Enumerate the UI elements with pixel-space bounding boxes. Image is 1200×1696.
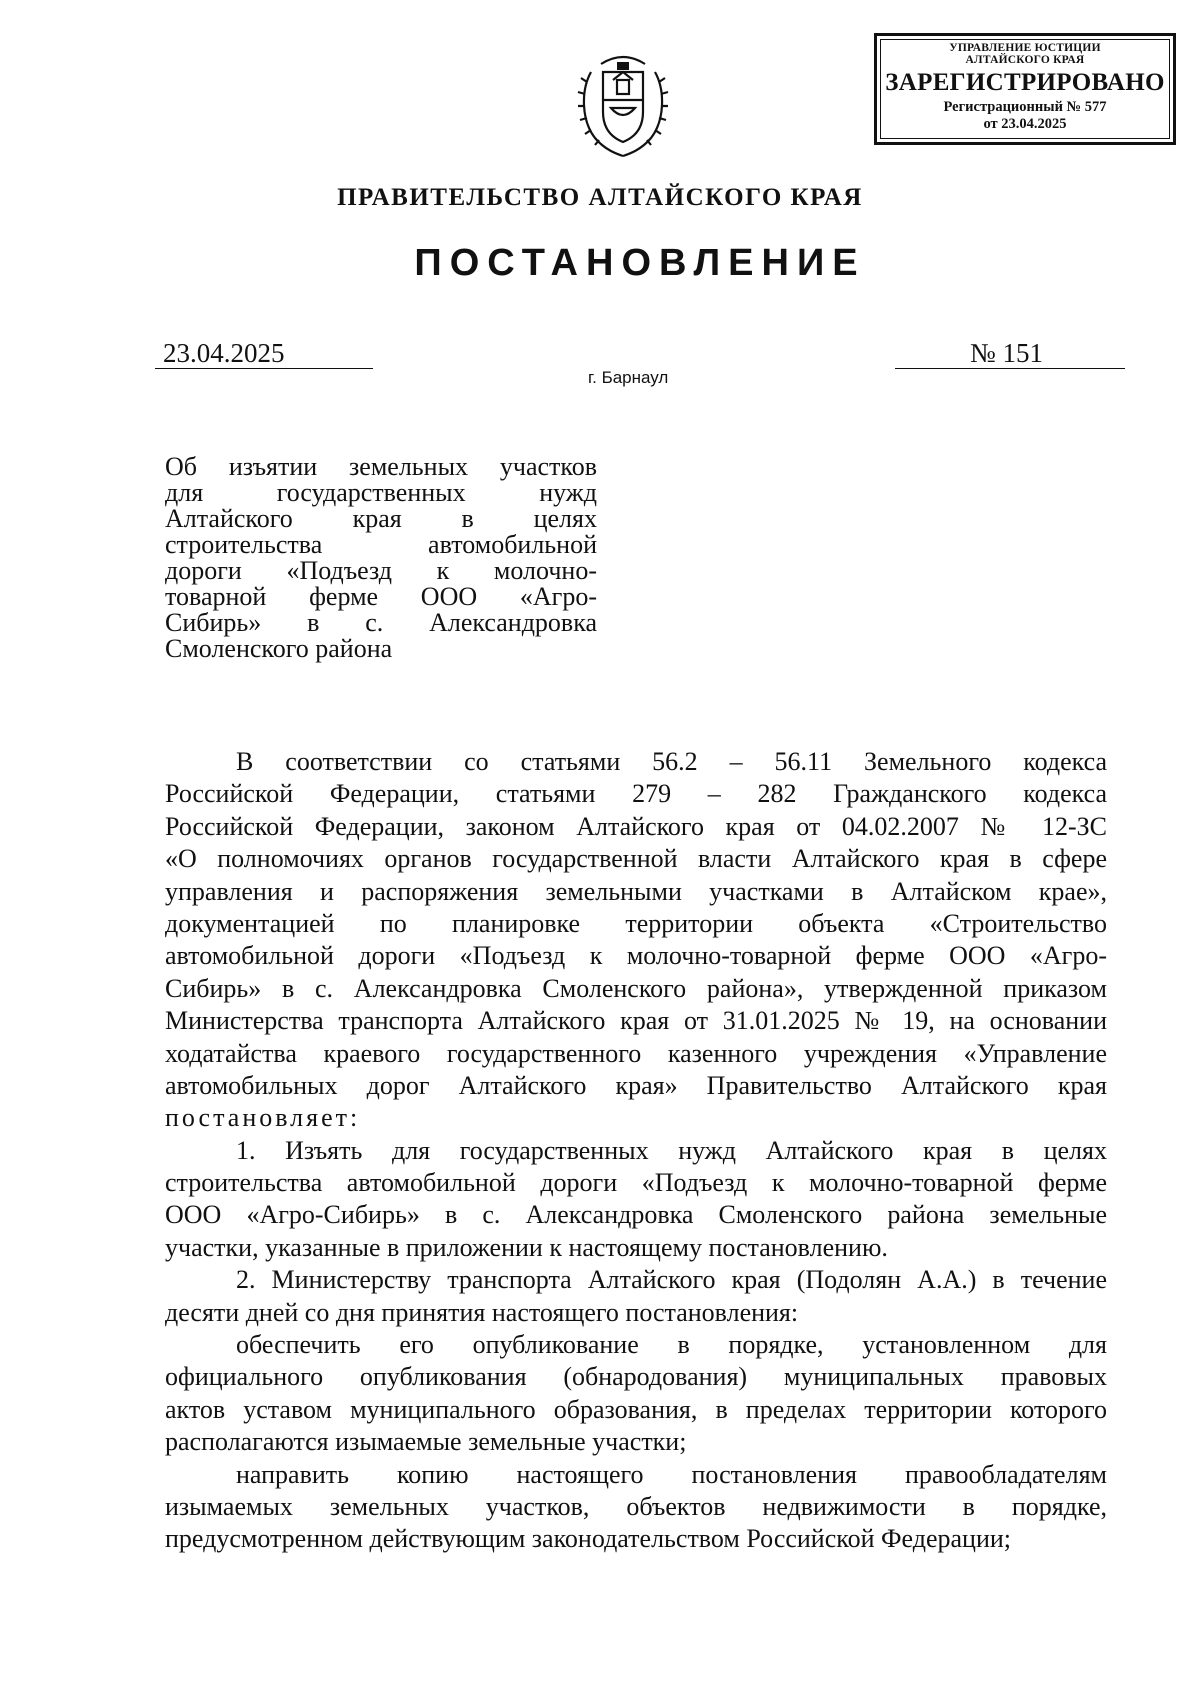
stamp-status: ЗАРЕГИСТРИРОВАНО — [885, 69, 1165, 96]
subject-line: Об изъятии земельных участков — [165, 452, 597, 481]
subject-line: для государственных нужд — [165, 478, 597, 507]
subject-line: дороги «Подъезд к молочно- — [165, 556, 597, 585]
coat-of-arms-icon — [573, 50, 673, 162]
subject-line: Сибирь» в с. Александровка — [165, 608, 597, 637]
government-title: ПРАВИТЕЛЬСТВО АЛТАЙСКОГО КРАЯ — [337, 184, 863, 211]
stamp-reg-number: Регистрационный № 577 — [943, 99, 1107, 115]
document-subject — [165, 454, 597, 662]
body-line: обеспечить его опубликование в порядке, установленном для — [236, 1330, 1107, 1360]
body-line: ходатайства краевого государственного казенного учреждения «Управление — [165, 1038, 1107, 1068]
subject-line: строительства автомобильной — [165, 530, 597, 559]
subject-line: Смоленского района — [165, 634, 393, 663]
body-line: ООО «Агро-Сибирь» в с. Александровка Смоленского района земельные — [165, 1200, 1107, 1230]
body-line: В соответствии со статьями 56.2 – 56.11 Земельного кодекса — [236, 747, 1107, 776]
body-line: автомобильных дорог Алтайского края» Правительство Алтайского края — [165, 1070, 1107, 1100]
body-line: официального опубликования (обнародования) муниципальных правовых — [165, 1362, 1107, 1392]
stamp-org-line2: АЛТАЙСКОГО КРАЯ — [965, 54, 1085, 66]
body-line: располагаются изымаемые земельные участки; — [165, 1427, 687, 1457]
document-number: № 151 — [970, 338, 1044, 368]
body-line: 2. Министерству транспорта Алтайского края (Подолян А.А.) в течение — [236, 1265, 1107, 1295]
body-line-decree-word: постановляет: — [165, 1103, 361, 1133]
body-line: десяти дней со дня принятия настоящего постановления: — [165, 1297, 799, 1327]
document-body — [165, 746, 1107, 1556]
body-line: Сибирь» в с. Александровка Смоленского района», утвержденной приказом — [165, 973, 1107, 1003]
body-line: Министерства транспорта Алтайского края от 31.01.2025 № 19, на основании — [165, 1006, 1107, 1036]
registration-stamp — [874, 33, 1176, 145]
body-line: направить копию настоящего постановления правообладателям — [236, 1459, 1107, 1489]
body-line: актов уставом муниципального образования, в пределах территории которого — [165, 1394, 1107, 1424]
body-line: управления и распоряжения земельными участками в Алтайском крае», — [165, 876, 1107, 906]
document-type-title: ПОСТАНОВЛЕНИЕ — [414, 242, 866, 284]
subject-line: Алтайского края в целях — [165, 504, 597, 533]
body-line: Российской Федерации, законом Алтайского края от 04.02.2007 № 12-ЗС — [165, 811, 1107, 841]
document-date: 23.04.2025 — [155, 338, 373, 369]
stamp-org-line1: УПРАВЛЕНИЕ ЮСТИЦИИ — [949, 42, 1101, 54]
body-line: участки, указанные в приложении к настоящему постановлению. — [165, 1232, 888, 1262]
subject-line: товарной ферме ООО «Агро- — [165, 582, 597, 611]
body-line: Российской Федерации, статьями 279 – 282 Гражданского кодекса — [165, 779, 1107, 809]
body-line: автомобильной дороги «Подъезд к молочно-товарной ферме ООО «Агро- — [165, 941, 1107, 971]
city-name: г. Барнаул — [588, 368, 669, 387]
body-line: строительства автомобильной дороги «Подъезд к молочно-товарной ферме — [165, 1168, 1107, 1198]
body-line: изымаемых земельных участков, объектов недвижимости в порядке, — [165, 1491, 1107, 1521]
stamp-inner-border — [880, 39, 1170, 139]
document-number-line — [895, 338, 1125, 369]
body-line: 1. Изъять для государственных нужд Алтайского края в целях — [236, 1135, 1107, 1165]
body-line: «О полномочиях органов государственной власти Алтайского края в сфере — [165, 844, 1107, 874]
body-line: предусмотренном действующим законодательством Российской Федерации; — [165, 1524, 1012, 1554]
body-line: документацией по планировке территории объекта «Строительство — [165, 908, 1107, 938]
stamp-reg-date: от 23.04.2025 — [983, 116, 1067, 132]
